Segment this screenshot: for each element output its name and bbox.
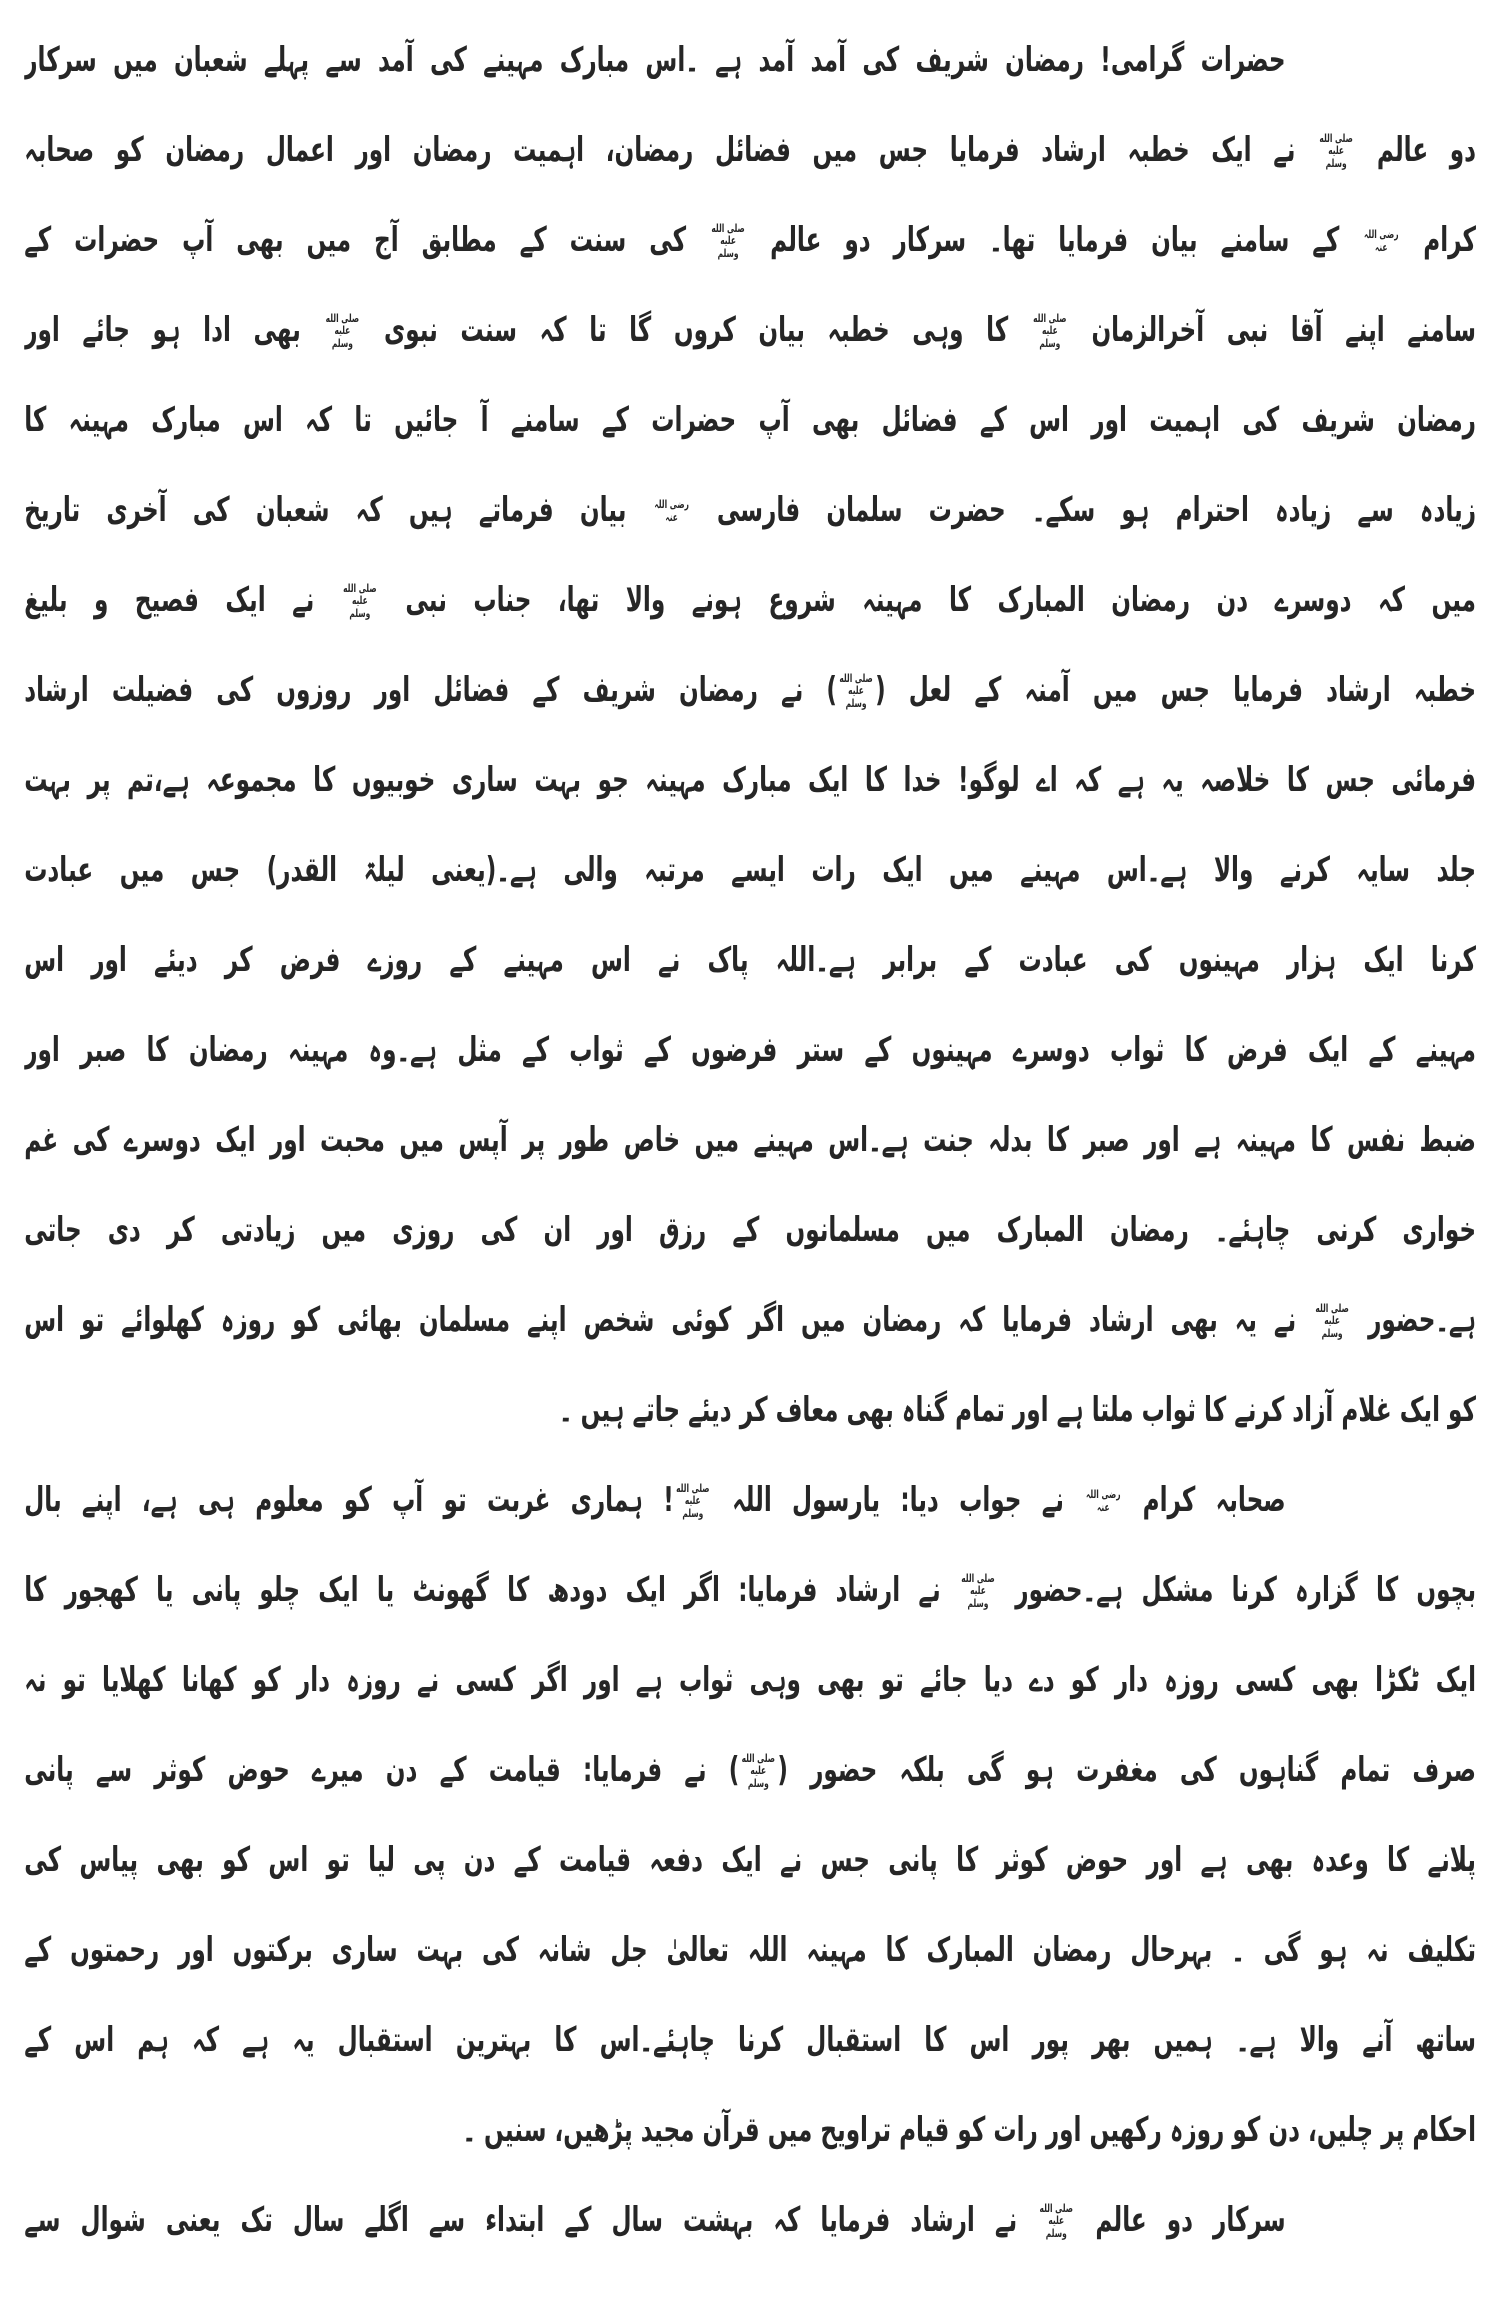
honorific-saw-stamp: صلى الله عليه وسلم [741, 1751, 776, 1790]
honorific-ra-stamp: رضی اللہ عنہ [654, 497, 689, 524]
honorific-saw-stamp: صلى الله عليه وسلم [711, 221, 745, 260]
honorific-saw-stamp: صلى الله عليه وسلم [961, 1571, 995, 1610]
honorific-saw-stamp: صلى الله عليه وسلم [343, 581, 377, 620]
text-line: جلد سایہ کرنے والا ہے۔اس مہینے میں ایک رات ایسے مرتبہ والی ہے۔(یعنی لیلۃ القدر) جس میں عبادت [24, 850, 1476, 890]
text-line: صحابہ کرام رضی اللہ عنہ نے جواب دیا: یارسول اللہ صلى الله عليه وسلم! ہماری غربت تو آپ کو معلوم ہی ہے، اپنے بال [24, 1480, 1286, 1520]
honorific-saw-stamp: صلى الله عليه وسلم [839, 671, 873, 710]
honorific-ra-stamp: رضی اللہ عنہ [1364, 227, 1399, 254]
text-line: میں کہ دوسرے دن رمضان المبارک کا مہینہ شروع ہونے والا تھا، جناب نبی صلى الله عليه وسلم نے ایک فصیح و بلیغ [24, 580, 1476, 620]
paragraph-2 [24, 1455, 1476, 2175]
text-line: خطبہ ارشاد فرمایا جس میں آمنہ کے لعل (صلى الله عليه وسلم) نے رمضان شریف کے فضائل اور روزوں کی فضیلت ارشاد [24, 670, 1476, 710]
text-line: ایک ٹکڑا بھی کسی روزہ دار کو دے دیا جائے تو بھی وہی ثواب ہے اور اگر کسی نے روزہ دار کو کھانا کھلایا تو نہ [24, 1660, 1476, 1700]
text-line: رمضان شریف کی اہمیت اور اس کے فضائل بھی آپ حضرات کے سامنے آ جائیں تا کہ اس مبارک مہینہ کا [24, 400, 1476, 440]
text-line: صرف تمام گناہوں کی مغفرت ہو گی بلکہ حضور (صلى الله عليه وسلم) نے فرمایا: قیامت کے دن میرے حوض کوثر سے پانی [24, 1750, 1476, 1790]
text-line: احکام پر چلیں، دن کو روزہ رکھیں اور رات کو قیام تراویح میں قرآن مجید پڑھیں، سنیں ۔ [462, 2110, 1476, 2150]
text-line: کرنا ایک ہزار مہینوں کی عبادت کے برابر ہے۔اللہ پاک نے اس مہینے کے روزے فرض کر دیئے اور اس [24, 940, 1476, 980]
honorific-saw-stamp: صلى الله عليه وسلم [1033, 311, 1067, 350]
honorific-saw-stamp: صلى الله عليه وسلم [676, 1481, 710, 1520]
honorific-saw-stamp: صلى الله عليه وسلم [325, 311, 360, 350]
text-line: سرکار دو عالم صلى الله عليه وسلم نے ارشاد فرمایا کہ بہشت سال کے ابتداء سے اگلے سال تک یعنی شوال سے [24, 2200, 1286, 2240]
urdu-text-body [24, 15, 1476, 2265]
honorific-saw-stamp: صلى الله عليه وسلم [1315, 1301, 1349, 1340]
text-line: فرمائی جس کا خلاصہ یہ ہے کہ اے لوگو! خدا کا ایک مبارک مہینہ جو بہت ساری خوبیوں کا مجموعہ ہے،تم پر بہت [24, 760, 1476, 800]
text-line: سامنے اپنے آقا نبی آخرالزمان صلى الله عليه وسلم کا وہی خطبہ بیان کروں گا تا کہ سنت نبوی صلى الله عليه وسلم بھی ادا ہو جائے اور [24, 310, 1476, 350]
text-line: ساتھ آنے والا ہے۔ ہمیں بھر پور اس کا استقبال کرنا چاہئے۔اس کا بہترین استقبال یہ ہے کہ ہم اس کے [24, 2020, 1476, 2060]
text-line: ضبط نفس کا مہینہ ہے اور صبر کا بدلہ جنت ہے۔اس مہینے میں خاص طور پر آپس میں محبت اور ایک دوسرے کی غم [24, 1120, 1476, 1160]
text-line: حضرات گرامی! رمضان شریف کی آمد آمد ہے ۔اس مبارک مہینے کی آمد سے پہلے شعبان میں سرکار [24, 40, 1286, 80]
text-line: زیادہ سے زیادہ احترام ہو سکے۔ حضرت سلمان فارسی رضی اللہ عنہ بیان فرماتے ہیں کہ شعبان کی آخری تاریخ [24, 490, 1476, 530]
text-line: دو عالم صلى الله عليه وسلم نے ایک خطبہ ارشاد فرمایا جس میں فضائل رمضان، اہمیت رمضان اور اعمال رمضان کو صحابہ [24, 130, 1476, 170]
text-line: پلانے کا وعدہ بھی ہے اور حوض کوثر کا پانی جس نے ایک دفعہ قیامت کے دن پی لیا تو اس کو بھی پیاس کی [24, 1840, 1476, 1880]
honorific-saw-stamp: صلى الله عليه وسلم [1039, 2201, 1073, 2240]
text-line: خواری کرنی چاہئے۔ رمضان المبارک میں مسلمانوں کے رزق اور ان کی روزی میں زیادتی کر دی جاتی [24, 1210, 1476, 1250]
honorific-ra-stamp: رضی اللہ عنہ [1086, 1487, 1121, 1514]
paragraph-1 [24, 15, 1476, 1455]
honorific-saw-stamp: صلى الله عليه وسلم [1319, 131, 1353, 170]
text-line: مہینے کے ایک فرض کا ثواب دوسرے مہینوں کے ستر فرضوں کے ثواب کے مثل ہے۔وہ مہینہ رمضان کا صبر اور [24, 1030, 1476, 1070]
paragraph-3 [24, 2175, 1476, 2265]
text-line: بچوں کا گزارہ کرنا مشکل ہے۔حضور صلى الله عليه وسلم نے ارشاد فرمایا: اگر ایک دودھ کا گھونٹ یا ایک چلو پانی یا کھجور کا [24, 1570, 1476, 1610]
text-line: ہے۔حضور صلى الله عليه وسلم نے یہ بھی ارشاد فرمایا کہ رمضان میں اگر کوئی شخص اپنے مسلمان بھائی کو روزہ کھلوائے تو اس [24, 1300, 1476, 1340]
text-line: کرام رضی اللہ عنہ کے سامنے بیان فرمایا تھا۔ سرکار دو عالم صلى الله عليه وسلم کی سنت کے مطابق آج میں بھی آپ حضرات کے [24, 220, 1476, 260]
text-line: تکلیف نہ ہو گی ۔ بہرحال رمضان المبارک کا مہینہ اللہ تعالیٰ جل شانہ کی بہت ساری برکتوں اور رحمتوں کے [24, 1930, 1476, 1970]
text-line: کو ایک غلام آزاد کرنے کا ثواب ملتا ہے اور تمام گناہ بھی معاف کر دیئے جاتے ہیں ۔ [559, 1390, 1476, 1430]
